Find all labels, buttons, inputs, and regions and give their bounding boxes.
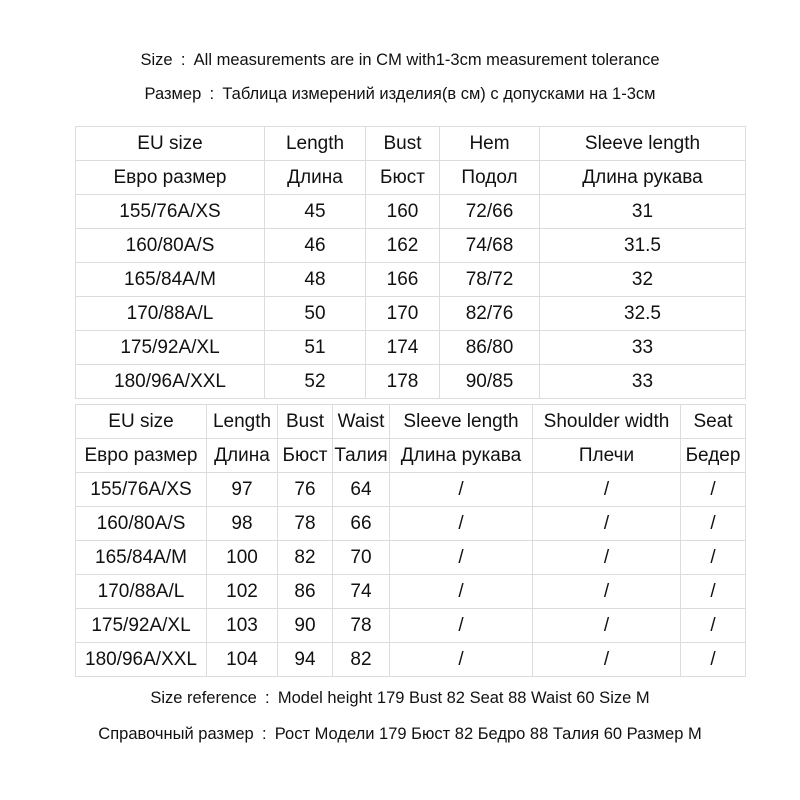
table-row-cell: / <box>390 541 533 575</box>
header-row-en-cell: Length <box>207 405 278 439</box>
table-row-cell: / <box>681 609 746 643</box>
table-row-cell: 155/76A/XS <box>76 473 207 507</box>
table-row-cell: 50 <box>265 297 366 331</box>
table-row-cell: / <box>533 643 681 677</box>
table-row-cell: 48 <box>265 263 366 297</box>
table-row-cell: 86/80 <box>440 331 540 365</box>
table-row-cell: 103 <box>207 609 278 643</box>
table-row-cell: / <box>681 643 746 677</box>
table-row-cell: 102 <box>207 575 278 609</box>
table-row-cell: 31.5 <box>540 229 746 263</box>
table-row <box>76 541 746 575</box>
table-row-cell: 82/76 <box>440 297 540 331</box>
header-row-ru <box>76 161 746 195</box>
table-row-cell: 180/96A/XXL <box>76 643 207 677</box>
header-row-en-cell: Sleeve length <box>540 127 746 161</box>
header-row-en-cell: Length <box>265 127 366 161</box>
header-row-ru-cell: Длина <box>265 161 366 195</box>
table-row-cell: 98 <box>207 507 278 541</box>
table-row-cell: 174 <box>366 331 440 365</box>
table-row <box>76 297 746 331</box>
table-row-cell: 160/80A/S <box>76 507 207 541</box>
table-row-cell: 178 <box>366 365 440 399</box>
table-row-cell: 78 <box>333 609 390 643</box>
table-row-cell: 32 <box>540 263 746 297</box>
table-row-cell: / <box>390 643 533 677</box>
size-reference-ru: Справочный размер : Рост Модели 179 Бюст 82 Бедро 88 Талия 60 Размер M <box>98 725 702 743</box>
table-row-cell: 160/80A/S <box>76 229 265 263</box>
header-row-ru-cell: Евро размер <box>76 161 265 195</box>
table-row <box>76 365 746 399</box>
table-row-cell: / <box>681 541 746 575</box>
header-row-ru-cell: Талия <box>333 439 390 473</box>
table-row-cell: 175/92A/XL <box>76 331 265 365</box>
table-row-cell: 70 <box>333 541 390 575</box>
size-table-tops <box>75 126 746 399</box>
table-row-cell: 72/66 <box>440 195 540 229</box>
table-row-cell: 78 <box>278 507 333 541</box>
table-row-cell: 82 <box>278 541 333 575</box>
table-row <box>76 609 746 643</box>
table-row-cell: 90/85 <box>440 365 540 399</box>
table-row-cell: 31 <box>540 195 746 229</box>
header-row-en-cell: Seat <box>681 405 746 439</box>
header-row-ru-cell: Длина <box>207 439 278 473</box>
table-row-cell: / <box>390 507 533 541</box>
header-row-ru-cell: Бюст <box>278 439 333 473</box>
table-row <box>76 507 746 541</box>
table-row-cell: 33 <box>540 331 746 365</box>
table-row-cell: 86 <box>278 575 333 609</box>
table-row <box>76 643 746 677</box>
table-row-cell: 78/72 <box>440 263 540 297</box>
table-row-cell: / <box>390 609 533 643</box>
header-row-ru <box>76 439 746 473</box>
header-row-en <box>76 127 746 161</box>
table-row-cell: / <box>390 473 533 507</box>
size-table-bottoms <box>75 404 746 677</box>
table-row-cell: 66 <box>333 507 390 541</box>
table-row <box>76 263 746 297</box>
header-row-ru-cell: Подол <box>440 161 540 195</box>
table-row-cell: 52 <box>265 365 366 399</box>
table-row <box>76 229 746 263</box>
table-row <box>76 575 746 609</box>
table-row-cell: / <box>533 575 681 609</box>
header-row-en-cell: Bust <box>278 405 333 439</box>
table-row-cell: 45 <box>265 195 366 229</box>
header-row-ru-cell: Бедер <box>681 439 746 473</box>
table-row-cell: / <box>681 507 746 541</box>
table-row-cell: 180/96A/XXL <box>76 365 265 399</box>
table-row-cell: 170 <box>366 297 440 331</box>
table-row <box>76 195 746 229</box>
header-row-en-cell: EU size <box>76 405 207 439</box>
table-row-cell: 170/88A/L <box>76 297 265 331</box>
table-row-cell: 33 <box>540 365 746 399</box>
size-note-en: Size : All measurements are in CM with1-3cm measurement tolerance <box>140 51 660 69</box>
table-row-cell: 76 <box>278 473 333 507</box>
header-row-en-cell: Hem <box>440 127 540 161</box>
table-row-cell: 165/84A/M <box>76 541 207 575</box>
table-row-cell: 100 <box>207 541 278 575</box>
table-row-cell: / <box>533 609 681 643</box>
table-row-cell: 46 <box>265 229 366 263</box>
header-row-ru-cell: Плечи <box>533 439 681 473</box>
table-row-cell: 51 <box>265 331 366 365</box>
table-row-cell: 64 <box>333 473 390 507</box>
table-row-cell: 94 <box>278 643 333 677</box>
table-row-cell: / <box>390 575 533 609</box>
table-row-cell: / <box>533 541 681 575</box>
table-row-cell: 32.5 <box>540 297 746 331</box>
table-row-cell: / <box>533 507 681 541</box>
table-row-cell: / <box>681 473 746 507</box>
header-row-ru-cell: Евро размер <box>76 439 207 473</box>
table-row-cell: 175/92A/XL <box>76 609 207 643</box>
table-row-cell: 166 <box>366 263 440 297</box>
table-row-cell: 97 <box>207 473 278 507</box>
header-row-en-cell: EU size <box>76 127 265 161</box>
table-row-cell: / <box>533 473 681 507</box>
size-reference-en: Size reference : Model height 179 Bust 82 Seat 88 Waist 60 Size M <box>150 689 650 707</box>
header-row-ru-cell: Длина рукава <box>390 439 533 473</box>
table-row-cell: 90 <box>278 609 333 643</box>
size-note-ru: Размер : Таблица измерений изделия(в см) с допусками на 1-3см <box>144 85 656 103</box>
header-row-en-cell: Shoulder width <box>533 405 681 439</box>
header-row-en <box>76 405 746 439</box>
table-row-cell: 74/68 <box>440 229 540 263</box>
table-row <box>76 331 746 365</box>
table-row-cell: 160 <box>366 195 440 229</box>
table-row <box>76 473 746 507</box>
table-row-cell: 82 <box>333 643 390 677</box>
header-row-en-cell: Waist <box>333 405 390 439</box>
header-row-ru-cell: Бюст <box>366 161 440 195</box>
table-row-cell: 165/84A/M <box>76 263 265 297</box>
table-row-cell: 170/88A/L <box>76 575 207 609</box>
header-row-en-cell: Sleeve length <box>390 405 533 439</box>
header-row-ru-cell: Длина рукава <box>540 161 746 195</box>
table-row-cell: 74 <box>333 575 390 609</box>
table-row-cell: 104 <box>207 643 278 677</box>
table-row-cell: / <box>681 575 746 609</box>
table-row-cell: 162 <box>366 229 440 263</box>
table-row-cell: 155/76A/XS <box>76 195 265 229</box>
header-row-en-cell: Bust <box>366 127 440 161</box>
